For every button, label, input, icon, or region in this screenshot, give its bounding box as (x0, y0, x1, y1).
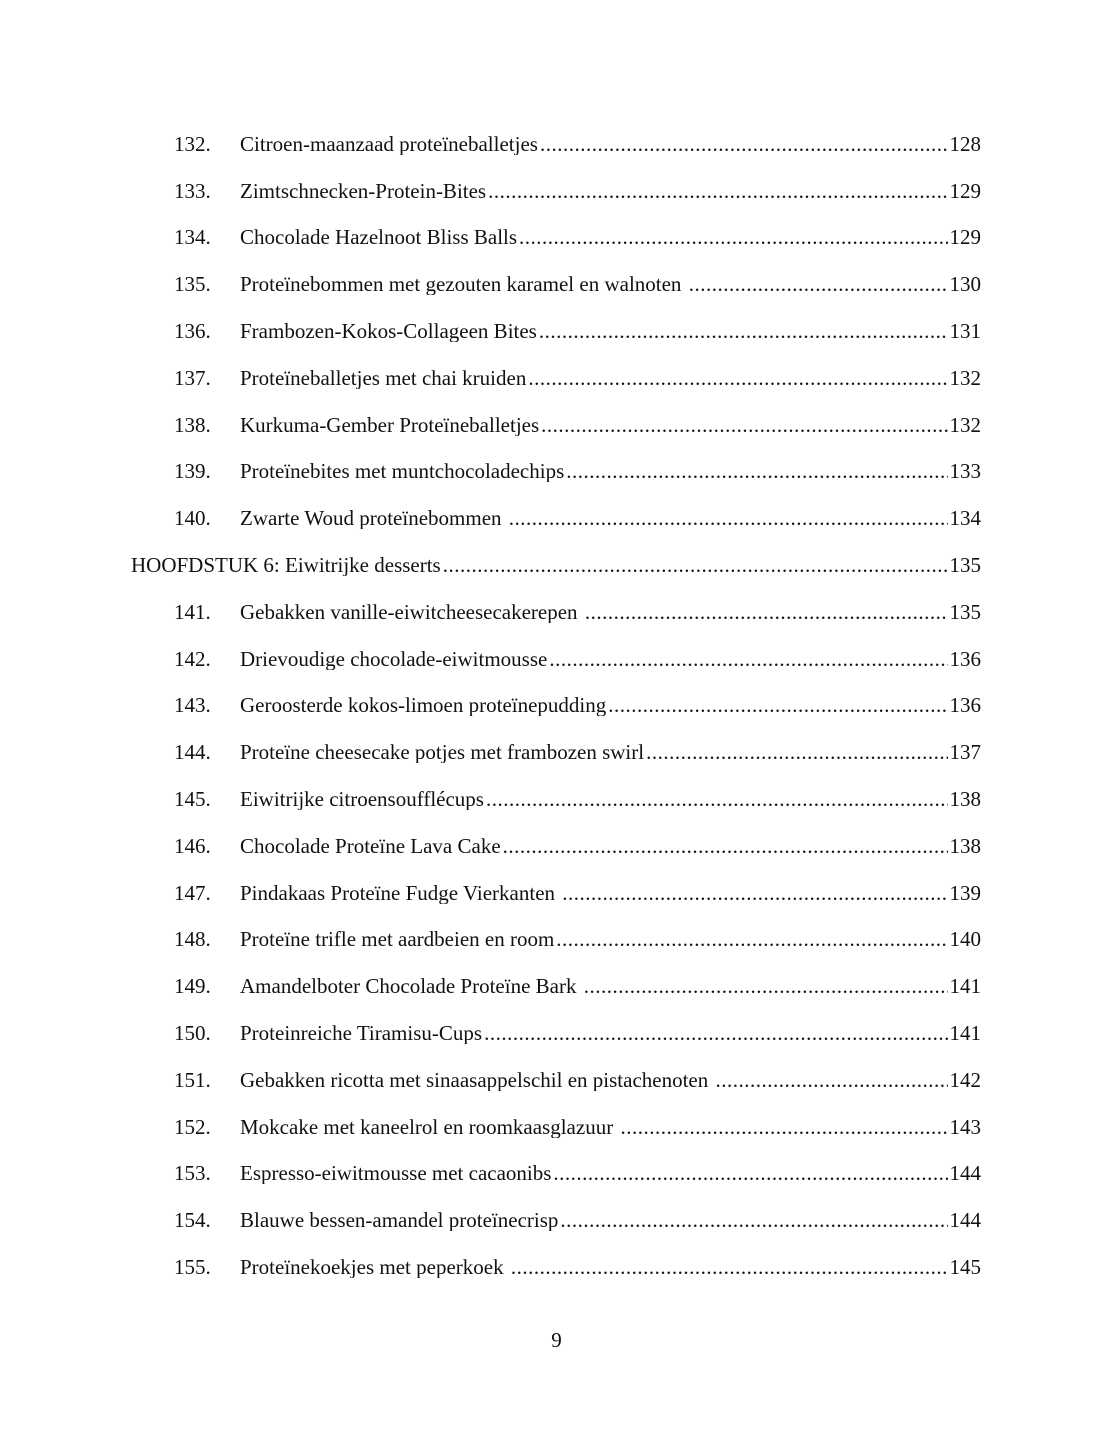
toc-entry-number: 151. (174, 1067, 211, 1092)
toc-entry-title: Eiwitrijke citroensoufflécups (240, 789, 484, 811)
toc-entry-number: 148. (174, 927, 211, 952)
toc-entry-line (240, 929, 981, 950)
toc-entry-title: Amandelboter Chocolade Proteïne Bark (240, 976, 582, 998)
toc-entry-page: 144 (949, 1210, 981, 1232)
toc-chapter-heading[interactable] (0, 542, 1113, 589)
toc-entry-page: 141 (949, 976, 981, 998)
toc-entry-line (240, 742, 981, 763)
toc-entry-title: HOOFDSTUK 6: Eiwitrijke desserts (131, 555, 441, 577)
toc-entry-page: 129 (949, 180, 981, 202)
toc-entry[interactable] (0, 261, 1113, 308)
toc-entry[interactable] (0, 589, 1113, 636)
toc-entry-title: Chocolade Hazelnoot Bliss Balls (240, 227, 518, 249)
toc-entry[interactable] (0, 1244, 1113, 1291)
toc-entry-title: Gebakken ricotta met sinaasappelschil en pistachenoten (240, 1069, 714, 1091)
toc-entry-page: 141 (949, 1023, 981, 1045)
dot-leader (620, 1117, 947, 1138)
toc-entry-number: 143. (174, 693, 211, 718)
toc-entry-line (240, 368, 981, 389)
toc-entry-title: Gebakken vanille-eiwitcheesecakerepen (240, 601, 583, 623)
toc-entry-title: Zimtschnecken-Protein-Bites (240, 180, 487, 202)
toc-entry-page: 136 (949, 695, 981, 717)
toc-entry-page: 133 (949, 461, 981, 483)
toc-entry-line (240, 1023, 981, 1044)
dot-leader (566, 461, 947, 482)
toc-entry-title: Geroosterde kokos-limoen proteïnepudding (240, 695, 607, 717)
toc-entry-title: Proteïnebommen met gezouten karamel en walnoten (240, 274, 687, 296)
toc-entry-title: Drievoudige chocolade-eiwitmousse (240, 648, 548, 670)
toc-entry-number: 145. (174, 787, 211, 812)
toc-entry[interactable] (0, 1151, 1113, 1198)
toc-entry[interactable] (0, 870, 1113, 917)
toc-entry-title: Mokcake met kaneelrol en roomkaasglazuur (240, 1116, 619, 1138)
toc-entry-title: Frambozen-Kokos-Collageen Bites (240, 321, 537, 343)
toc-entry-line (131, 555, 981, 576)
toc-entry-page: 140 (949, 929, 981, 951)
toc-entry-page: 128 (949, 133, 981, 155)
toc-entry-title: Citroen-maanzaad proteïneballetjes (240, 133, 538, 155)
toc-entry-number: 132. (174, 131, 211, 156)
toc-entry-page: 137 (949, 742, 981, 764)
dot-leader (541, 415, 947, 436)
toc-entry-page: 134 (949, 508, 981, 530)
toc-entry-number: 134. (174, 225, 211, 250)
dot-leader (519, 227, 947, 248)
toc-entry-line (240, 508, 981, 529)
toc-entry-number: 137. (174, 365, 211, 390)
dot-leader (562, 883, 947, 904)
toc-entry-line (240, 274, 981, 295)
toc-entry-page: 131 (949, 321, 981, 343)
dot-leader (484, 1023, 947, 1044)
toc-entry-page: 136 (949, 648, 981, 670)
dot-leader (509, 508, 948, 529)
toc-entry[interactable] (0, 168, 1113, 215)
dot-leader (716, 1070, 948, 1091)
toc-entry-page: 130 (949, 274, 981, 296)
toc-entry-page: 144 (949, 1163, 981, 1185)
toc-entry-title: Blauwe bessen-amandel proteïnecrisp (240, 1210, 559, 1232)
toc-entry-page: 138 (949, 789, 981, 811)
toc-entry-number: 146. (174, 833, 211, 858)
toc-entry[interactable] (0, 495, 1113, 542)
toc-entry-line (240, 789, 981, 810)
toc-entry-title: Proteïnekoekjes met peperkoek (240, 1257, 509, 1279)
toc-entry-line (240, 883, 981, 904)
dot-leader (556, 929, 947, 950)
toc-entry[interactable] (0, 636, 1113, 683)
toc-entry-line (240, 227, 981, 248)
toc-entry-number: 138. (174, 412, 211, 437)
toc-entry[interactable] (0, 1057, 1113, 1104)
toc-entry-number: 153. (174, 1161, 211, 1186)
toc-entry-line (240, 415, 981, 436)
toc-entry[interactable] (0, 963, 1113, 1010)
toc-entry-number: 140. (174, 506, 211, 531)
toc-entry-line (240, 976, 981, 997)
toc-entry-title: Zwarte Woud proteïnebommen (240, 508, 507, 530)
dot-leader (528, 368, 947, 389)
dot-leader (511, 1257, 948, 1278)
toc-entry-line (240, 836, 981, 857)
toc-entry-title: Kurkuma-Gember Proteïneballetjes (240, 414, 540, 436)
toc-entry-page: 142 (949, 1069, 981, 1091)
toc-entry-line (240, 602, 981, 623)
toc-entry-number: 155. (174, 1255, 211, 1280)
dot-leader (549, 649, 947, 670)
toc-entry-title: Proteïnebites met muntchocoladechips (240, 461, 565, 483)
toc-entry-title: Proteinreiche Tiramisu-Cups (240, 1023, 483, 1045)
toc-entry-number: 150. (174, 1021, 211, 1046)
toc-entry-line (240, 1070, 981, 1091)
toc-entry-number: 139. (174, 459, 211, 484)
toc-entry-title: Pindakaas Proteïne Fudge Vierkanten (240, 882, 561, 904)
toc-entry-page: 129 (949, 227, 981, 249)
toc-entry-line (240, 181, 981, 202)
toc-entry[interactable] (0, 823, 1113, 870)
toc-entry[interactable] (0, 308, 1113, 355)
dot-leader (646, 742, 947, 763)
toc-entry[interactable] (0, 776, 1113, 823)
dot-leader (585, 602, 948, 623)
toc-entry[interactable] (0, 729, 1113, 776)
toc-entry[interactable] (0, 355, 1113, 402)
dot-leader (553, 1163, 947, 1184)
toc-entry-page: 135 (949, 555, 981, 577)
dot-leader (488, 181, 947, 202)
page-number: 9 (551, 1328, 562, 1352)
toc-entry-number: 152. (174, 1114, 211, 1139)
table-of-contents (0, 121, 1113, 1291)
toc-entry[interactable] (0, 683, 1113, 730)
toc-entry-page: 139 (949, 882, 981, 904)
dot-leader (503, 836, 948, 857)
toc-entry-number: 147. (174, 880, 211, 905)
toc-entry-number: 154. (174, 1208, 211, 1233)
toc-entry-line (240, 461, 981, 482)
toc-entry-title: Proteïneballetjes met chai kruiden (240, 367, 527, 389)
toc-entry-page: 145 (949, 1257, 981, 1279)
dot-leader (584, 976, 948, 997)
toc-entry-number: 141. (174, 599, 211, 624)
dot-leader (608, 695, 947, 716)
toc-entry-page: 138 (949, 835, 981, 857)
toc-entry-line (240, 649, 981, 670)
dot-leader (443, 555, 948, 576)
toc-entry[interactable] (0, 1104, 1113, 1151)
toc-entry-title: Chocolade Proteïne Lava Cake (240, 835, 501, 857)
toc-entry-title: Espresso-eiwitmousse met cacaonibs (240, 1163, 552, 1185)
dot-leader (689, 274, 948, 295)
toc-entry-line (240, 1210, 981, 1231)
dot-leader (560, 1210, 947, 1231)
toc-entry-line (240, 134, 981, 155)
toc-entry-line (240, 1163, 981, 1184)
toc-entry-line (240, 1257, 981, 1278)
toc-entry-page: 143 (949, 1116, 981, 1138)
toc-entry-page: 135 (949, 601, 981, 623)
toc-entry-line (240, 695, 981, 716)
toc-entry[interactable] (0, 1197, 1113, 1244)
toc-entry-title: Proteïne trifle met aardbeien en room (240, 929, 555, 951)
toc-entry[interactable] (0, 402, 1113, 449)
toc-entry-number: 149. (174, 974, 211, 999)
toc-entry-page: 132 (949, 367, 981, 389)
toc-entry[interactable] (0, 449, 1113, 496)
toc-entry-number: 136. (174, 319, 211, 344)
toc-entry[interactable] (0, 917, 1113, 964)
toc-entry-line (240, 1117, 981, 1138)
toc-entry[interactable] (0, 121, 1113, 168)
dot-leader (540, 134, 948, 155)
toc-entry-number: 144. (174, 740, 211, 765)
toc-entry-number: 133. (174, 178, 211, 203)
dot-leader (486, 789, 948, 810)
dot-leader (539, 321, 948, 342)
toc-entry-number: 142. (174, 646, 211, 671)
toc-entry-number: 135. (174, 272, 211, 297)
toc-entry-title: Proteïne cheesecake potjes met frambozen swirl (240, 742, 645, 764)
toc-entry[interactable] (0, 215, 1113, 262)
toc-entry[interactable] (0, 1010, 1113, 1057)
toc-entry-line (240, 321, 981, 342)
toc-entry-page: 132 (949, 414, 981, 436)
